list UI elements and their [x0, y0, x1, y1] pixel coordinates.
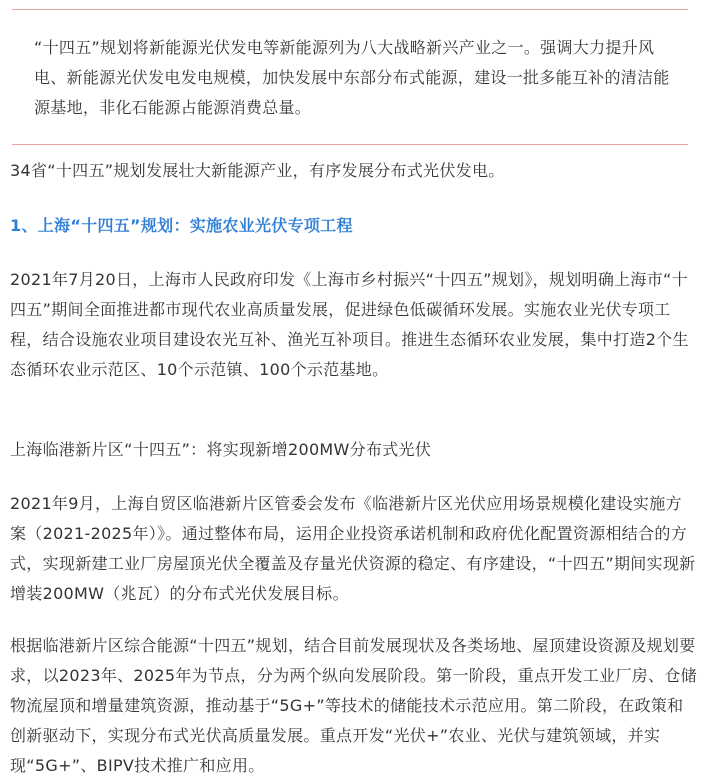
quote-bottom-divider: [12, 144, 688, 145]
section2-paragraph-2: 根据临港新片区综合能源“十四五”规划，结合目前发展现状及各类场地、屋顶建设资源及规划要求，以2023年、2025年为节点，分为两个纵向发展阶段。第一阶段，重点开发工业厂房、仓储物流屋顶和增量建筑资源，推动基于“5G+”等技术的储能技术示范应用。第二阶段，在政策和创新驱动下，实现分布式光伏高质量发展。重点开发“光伏+”农业、光伏与建筑领域，并实现“5G+”、BIPV技术推广和应用。: [10, 636, 697, 775]
section-heading-shanghai: 1、上海“十四五”规划：实施农业光伏专项工程: [10, 216, 353, 235]
section2-paragraph-1: 2021年9月，上海自贸区临港新片区管委会发布《临港新片区光伏应用场景规模化建设实施方案（2021-2025年）》。通过整体布局，运用企业投资承诺机制和政府优化配置资源相结合的方式，实现新建工业厂房屋顶光伏全覆盖及存量光伏资源的稳定、有序建设，“十四五”期间实现新增装200MW（兆瓦）的分布式光伏发展目标。: [10, 494, 696, 603]
section1-paragraph: 2021年7月20日，上海市人民政府印发《上海市乡村振兴“十四五”规划》，规划明确上海市“十四五”期间全面推进都市现代农业高质量发展，促进绿色低碳循环发展。实施农业光伏专项工程，结合设施农业项目建设农光互补、渔光互补项目。推进生态循环农业发展，集中打造2个生态循环农业示范区、10个示范镇、100个示范基地。: [10, 270, 689, 379]
section-subheading-lingang: 上海临港新片区“十四五”：将实现新增200MW分布式光伏: [10, 440, 432, 459]
quote-text: “十四五”规划将新能源光伏发电等新能源列为八大战略新兴产业之一。强调大力提升风电、新能源光伏发电发电规模，加快发展中东部分布式能源，建设一批多能互补的清洁能源基地，非化石能源占能源消费总量。: [34, 38, 670, 117]
intro-paragraph: 34省“十四五”规划发展壮大新能源产业，有序发展分布式光伏发电。: [10, 161, 505, 180]
